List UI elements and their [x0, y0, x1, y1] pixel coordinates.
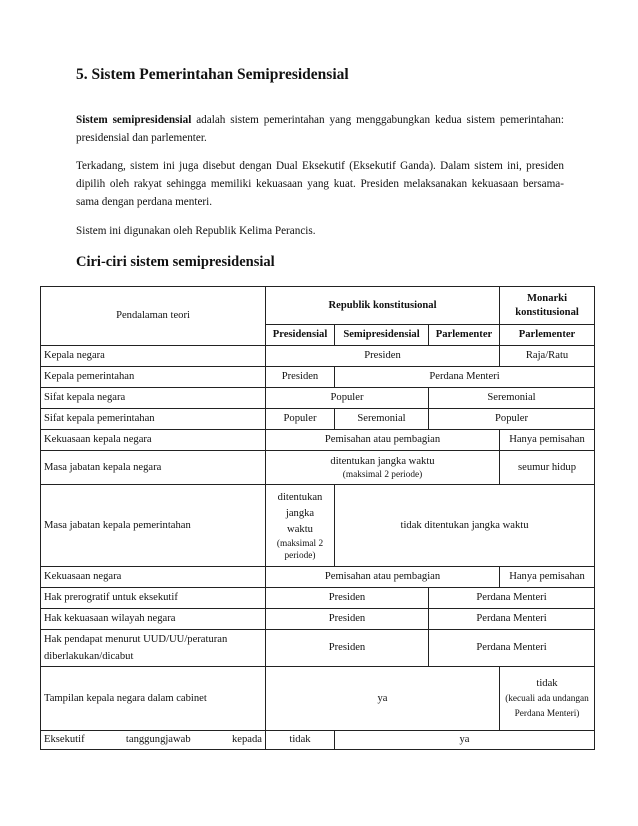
cell-main-text: tidak: [536, 678, 558, 689]
cell-main-text: ditentukan jangka waktu: [277, 491, 323, 535]
row-label: Eksekutif tanggungjawab kepada: [41, 731, 266, 750]
cell-value: Presiden: [266, 367, 335, 388]
table-row: [41, 630, 595, 667]
definition-text: adalah sistem pemerintahan yang menggabungkan kedua sistem pemerintahan: presidensial dan parlementer.: [76, 114, 564, 144]
section-heading: 5. Sistem Pemerintahan Semipresidensial: [76, 66, 349, 83]
header-semipresidensial: Semipresidensial: [335, 325, 429, 346]
table-row: [41, 609, 595, 630]
cell-value: Pemisahan atau pembagian: [266, 567, 500, 588]
cell-value: [266, 451, 500, 485]
table-row: [41, 588, 595, 609]
cell-value: tidak ditentukan jangka waktu: [335, 485, 595, 567]
cell-value: Hanya pemisahan: [500, 567, 595, 588]
header-presidensial: Presidensial: [266, 325, 335, 346]
cell-value: Seremonial: [335, 409, 429, 430]
table-row: [41, 388, 595, 409]
cell-value: Hanya pemisahan: [500, 430, 595, 451]
row-label: Tampilan kepala negara dalam cabinet: [41, 667, 266, 731]
table-header-row: [41, 287, 595, 325]
row-label: Kekuasaan kepala negara: [41, 430, 266, 451]
cell-value: ya: [266, 667, 500, 731]
cell-value: tidak: [266, 731, 335, 750]
table-row: [41, 346, 595, 367]
cell-value: [500, 667, 595, 731]
paragraph-definition: [76, 111, 564, 147]
cell-note: (kecuali ada undangan Perdana Menteri): [505, 694, 589, 719]
cell-value: ya: [335, 731, 595, 750]
row-label: Hak kekuasaan wilayah negara: [41, 609, 266, 630]
term-semipresidensial: Sistem semipresidensial: [76, 114, 192, 126]
cell-value: Populer: [266, 388, 429, 409]
cell-value: Presiden: [266, 630, 429, 667]
cell-value: Presiden: [266, 346, 500, 367]
row-label: Kepala negara: [41, 346, 266, 367]
cell-value: Perdana Menteri: [429, 630, 595, 667]
cell-value: Populer: [266, 409, 335, 430]
table-row: [41, 567, 595, 588]
row-label: Sifat kepala negara: [41, 388, 266, 409]
table-row: [41, 485, 595, 567]
cell-value: Seremonial: [429, 388, 595, 409]
paragraph-usage: Sistem ini digunakan oleh Republik Kelima Perancis.: [76, 225, 316, 237]
cell-note: (maksimal 2 periode): [276, 538, 324, 561]
characteristics-heading: Ciri-ciri sistem semipresidensial: [76, 254, 275, 270]
cell-value: Pemisahan atau pembagian: [266, 430, 500, 451]
cell-value: Raja/Ratu: [500, 346, 595, 367]
cell-value: Presiden: [266, 588, 429, 609]
paragraph-dual-executive: Terkadang, sistem ini juga disebut dengan Dual Eksekutif (Eksekutif Ganda). Dalam sistem ini, presiden dipilih oleh rakyat sehingga memiliki kekuasaan yang kuat. Presiden melaksanakan kekuasaan bersama-sama dengan perdana menteri.: [76, 160, 564, 208]
cell-value: Perdana Menteri: [429, 609, 595, 630]
cell-main-text: ditentukan jangka waktu: [330, 455, 435, 467]
header-parlementer-monarki: Parlementer: [500, 325, 595, 346]
table-row: [41, 451, 595, 485]
row-label: Kepala pemerintahan: [41, 367, 266, 388]
characteristics-table: [40, 286, 595, 750]
row-label: Kekuasaan negara: [41, 567, 266, 588]
row-label: Sifat kepala pemerintahan: [41, 409, 266, 430]
cell-note: (maksimal 2 periode): [342, 469, 423, 480]
header-parlementer: Parlementer: [429, 325, 500, 346]
row-label: Hak prerogratif untuk eksekutif: [41, 588, 266, 609]
table-row: [41, 409, 595, 430]
table-row: [41, 367, 595, 388]
header-monarki: Monarki konstitusional: [500, 287, 595, 325]
table-row: [41, 430, 595, 451]
cell-value: Perdana Menteri: [429, 588, 595, 609]
cell-value: seumur hidup: [500, 451, 595, 485]
row-label: Hak pendapat menurut UUD/UU/peraturan diberlakukan/dicabut: [41, 630, 266, 667]
table-row: [41, 731, 595, 750]
cell-value: Presiden: [266, 609, 429, 630]
cell-value: [266, 485, 335, 567]
row-label: Masa jabatan kepala negara: [41, 451, 266, 485]
table-row: [41, 667, 595, 731]
cell-value: Populer: [429, 409, 595, 430]
header-republik: Republik konstitusional: [266, 287, 500, 325]
header-teori: Pendalaman teori: [41, 287, 266, 346]
row-label: Masa jabatan kepala pemerintahan: [41, 485, 266, 567]
cell-value: Perdana Menteri: [335, 367, 595, 388]
